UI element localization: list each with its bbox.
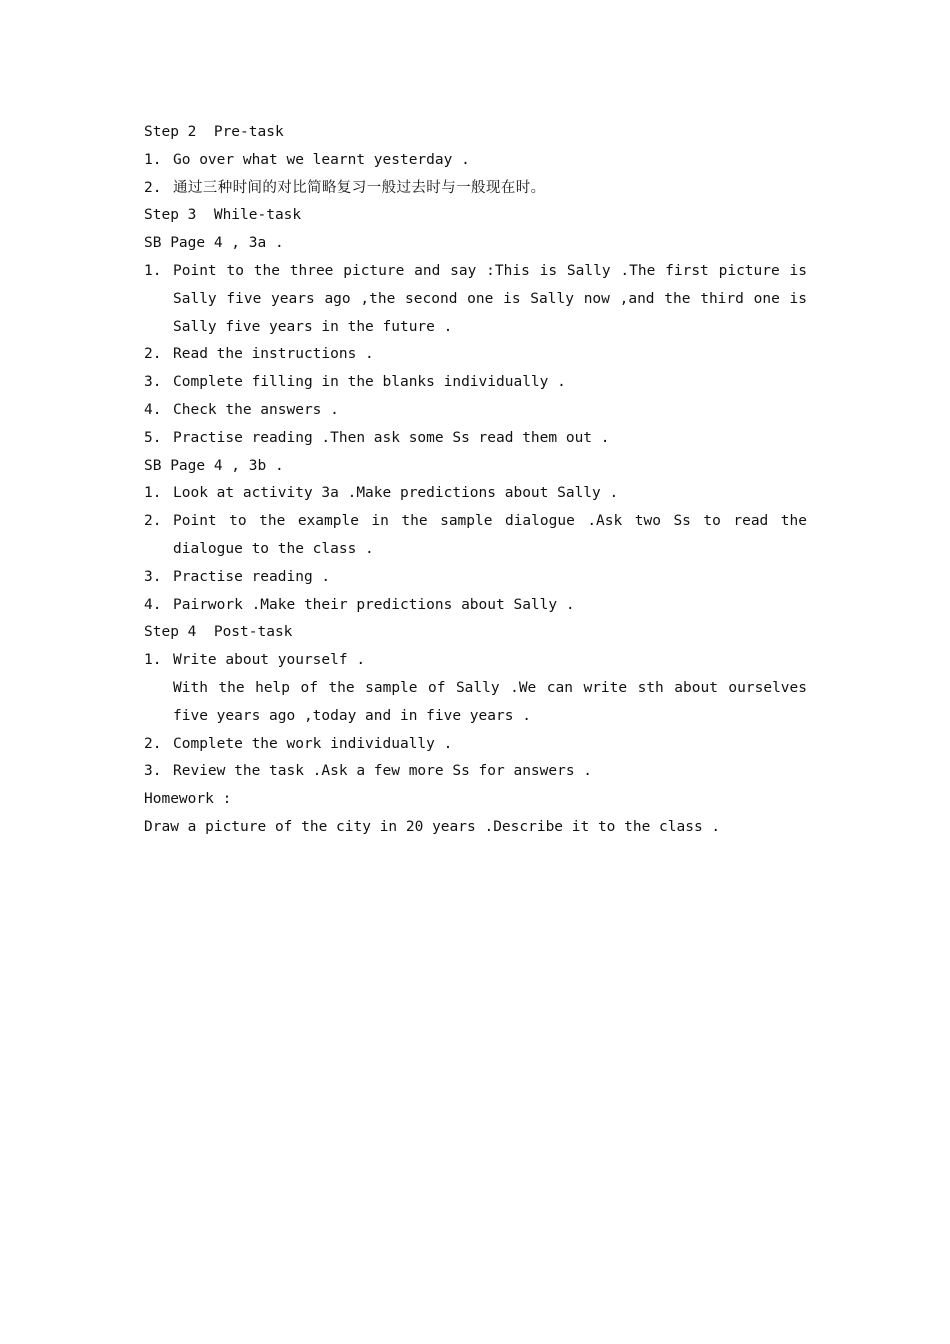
item-number: 3. <box>144 568 162 585</box>
item-text: Complete the work individually . <box>173 735 453 752</box>
list-item <box>144 647 807 675</box>
list-item <box>144 480 807 508</box>
item-text: Go over what we learnt yesterday . <box>173 151 470 168</box>
list-item <box>144 341 807 369</box>
item-number: 1. <box>144 652 162 669</box>
list-item <box>144 425 807 453</box>
step3-heading: Step 3 While-task <box>144 207 302 224</box>
list-item <box>144 508 807 564</box>
item-text: Practise reading . <box>173 568 331 585</box>
item-text: Look at activity 3a .Make predictions about Sally . <box>173 485 619 502</box>
item-number: 2. <box>144 735 162 752</box>
item-text: Read the instructions . <box>173 346 374 363</box>
item-number: 3. <box>144 763 162 780</box>
homework-heading: Homework : <box>144 791 232 808</box>
item-number: 4. <box>144 596 162 613</box>
list-item <box>144 564 807 592</box>
item-text: Check the answers . <box>173 401 339 418</box>
item-text: Complete filling in the blanks individually . <box>173 374 566 391</box>
item-text: Review the task .Ask a few more Ss for answers . <box>173 763 593 780</box>
homework-text: Draw a picture of the city in 20 years .Describe it to the class . <box>144 818 721 835</box>
item-number: 5. <box>144 429 162 446</box>
item-number: 2. <box>144 346 162 363</box>
sb-3b-heading: SB Page 4 , 3b . <box>144 457 284 474</box>
item-text: 通过三种时间的对比简略复习一般过去时与一般现在时。 <box>173 179 546 196</box>
item-number: 2. <box>144 179 162 196</box>
item-number: 1. <box>144 151 162 168</box>
item-number: 3. <box>144 374 162 391</box>
step2-heading: Step 2 Pre-task <box>144 124 284 140</box>
list-item <box>144 369 807 397</box>
item-text: Point to the example in the sample dialogue .Ask two Ss to read the dialogue to the class . <box>173 513 807 557</box>
item-number: 2. <box>144 513 162 530</box>
item-text: Write about yourself . <box>173 652 366 669</box>
list-item <box>144 592 807 620</box>
item-number: 1. <box>144 485 162 502</box>
list-item <box>144 397 807 425</box>
list-item <box>144 258 807 341</box>
list-item <box>144 731 807 759</box>
step4-heading: Step 4 Post-task <box>144 624 293 641</box>
list-item <box>144 175 807 203</box>
item-text: Pairwork .Make their predictions about Sally . <box>173 596 575 613</box>
list-item <box>144 758 807 786</box>
item-text: Practise reading .Then ask some Ss read them out . <box>173 429 610 446</box>
item-number: 1. <box>144 262 162 279</box>
list-item <box>144 147 807 175</box>
item-note: With the help of the sample of Sally .We can write sth about ourselves five years ago ,today and in five years . <box>173 679 807 724</box>
document-body <box>144 119 807 842</box>
item-number: 4. <box>144 401 162 418</box>
item-text: Point to the three picture and say :This is Sally .The first picture is Sally five years ago ,the second one is Sally now ,and the third one is Sally five years in the future . <box>173 262 807 335</box>
sb-3a-heading: SB Page 4 , 3a . <box>144 235 284 252</box>
